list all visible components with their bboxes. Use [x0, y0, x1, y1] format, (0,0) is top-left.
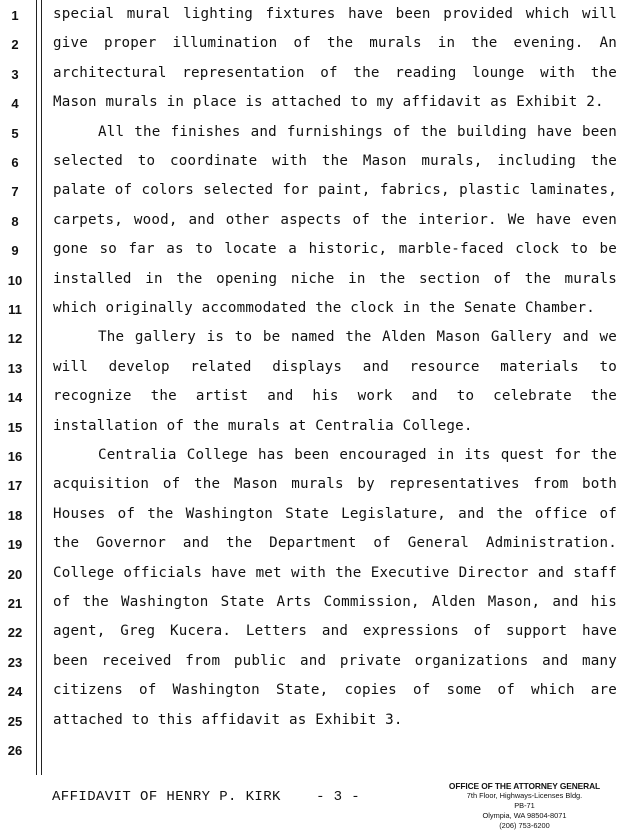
attorney-general-office-block	[432, 781, 617, 831]
text-line: architectural representation of the reading lounge with the	[53, 64, 617, 81]
line-number: 4	[11, 96, 19, 112]
line-number: 11	[8, 302, 22, 317]
text-line: gone so far as to locate a historic, marble-faced clock to be	[53, 241, 617, 258]
line-number: 7	[11, 184, 19, 200]
line-number: 18	[7, 507, 23, 523]
office-address-line: Olympia, WA 98504-8071	[482, 811, 567, 820]
line-number: 22	[7, 625, 23, 641]
text-line: selected to coordinate with the Mason murals, including the	[53, 153, 617, 169]
line-number: 2	[11, 37, 19, 53]
text-line: installation of the murals at Centralia College.	[53, 417, 473, 434]
text-line: installed in the opening niche in the section of the murals	[53, 270, 617, 287]
line-number: 13	[7, 360, 23, 376]
text-line: palate of colors selected for paint, fabrics, plastic laminates,	[53, 182, 617, 199]
text-line: College officials have met with the Executive Director and staff	[53, 564, 617, 581]
margin-rule-right	[41, 0, 42, 775]
line-number: 24	[7, 684, 23, 700]
line-number: 6	[11, 155, 19, 170]
line-number: 8	[11, 213, 19, 229]
line-number: 5	[11, 125, 19, 141]
text-line: been received from public and private organizations and many	[53, 652, 617, 669]
line-number: 16	[7, 449, 23, 464]
page-number: - 3 -	[316, 789, 361, 805]
line-number: 1	[11, 8, 19, 23]
office-address-line: PB-71	[514, 801, 535, 810]
affidavit-title: AFFIDAVIT OF HENRY P. KIRK	[52, 789, 281, 805]
line-number: 19	[7, 537, 23, 553]
text-line: acquisition of the Mason murals by representatives from both	[53, 476, 617, 493]
text-line: Centralia College has been encouraged in its quest for the	[98, 447, 617, 463]
office-phone: (206) 753-6200	[499, 821, 550, 830]
line-number: 15	[7, 419, 23, 435]
line-number: 9	[11, 243, 19, 259]
line-number: 12	[7, 331, 23, 347]
text-line: The gallery is to be named the Alden Mason Gallery and we	[98, 329, 617, 346]
line-number: 21	[7, 596, 23, 611]
text-line: citizens of Washington State, copies of some of which are	[53, 682, 617, 699]
text-line: will develop related displays and resource materials to	[53, 358, 617, 375]
text-line: Houses of the Washington State Legislature, and the office of	[53, 505, 617, 522]
office-name: OFFICE OF THE ATTORNEY GENERAL	[448, 781, 601, 791]
text-line: All the finishes and furnishings of the building have been	[98, 123, 617, 140]
line-number: 23	[7, 654, 23, 670]
footer-title-block	[52, 789, 360, 805]
line-number: 14	[7, 390, 23, 406]
text-line: the Governor and the Department of General Administration.	[53, 535, 617, 552]
text-line: recognize the artist and his work and to celebrate the	[53, 388, 617, 405]
text-line: agent, Greg Kucera. Letters and expressions of support have	[53, 623, 617, 640]
text-line: attached to this affidavit as Exhibit 3.	[53, 711, 403, 728]
text-line: give proper illumination of the murals in the evening. An	[53, 35, 617, 52]
text-line: special mural lighting fixtures have been provided which will	[53, 6, 617, 22]
line-number: 26	[7, 743, 23, 758]
line-number: 20	[7, 566, 23, 582]
office-address-line: 7th Floor, Highways-Licenses Bldg.	[466, 791, 583, 800]
text-line: Mason murals in place is attached to my affidavit as Exhibit 2.	[53, 94, 604, 111]
line-number: 10	[7, 272, 23, 288]
text-line: carpets, wood, and other aspects of the interior. We have even	[53, 211, 617, 228]
text-line: of the Washington State Arts Commission, Alden Mason, and his	[53, 594, 617, 610]
line-number: 17	[7, 478, 23, 494]
line-number: 25	[7, 713, 23, 729]
line-number: 3	[11, 66, 19, 82]
text-line: which originally accommodated the clock in the Senate Chamber.	[53, 300, 595, 316]
margin-rule-left	[36, 0, 37, 775]
